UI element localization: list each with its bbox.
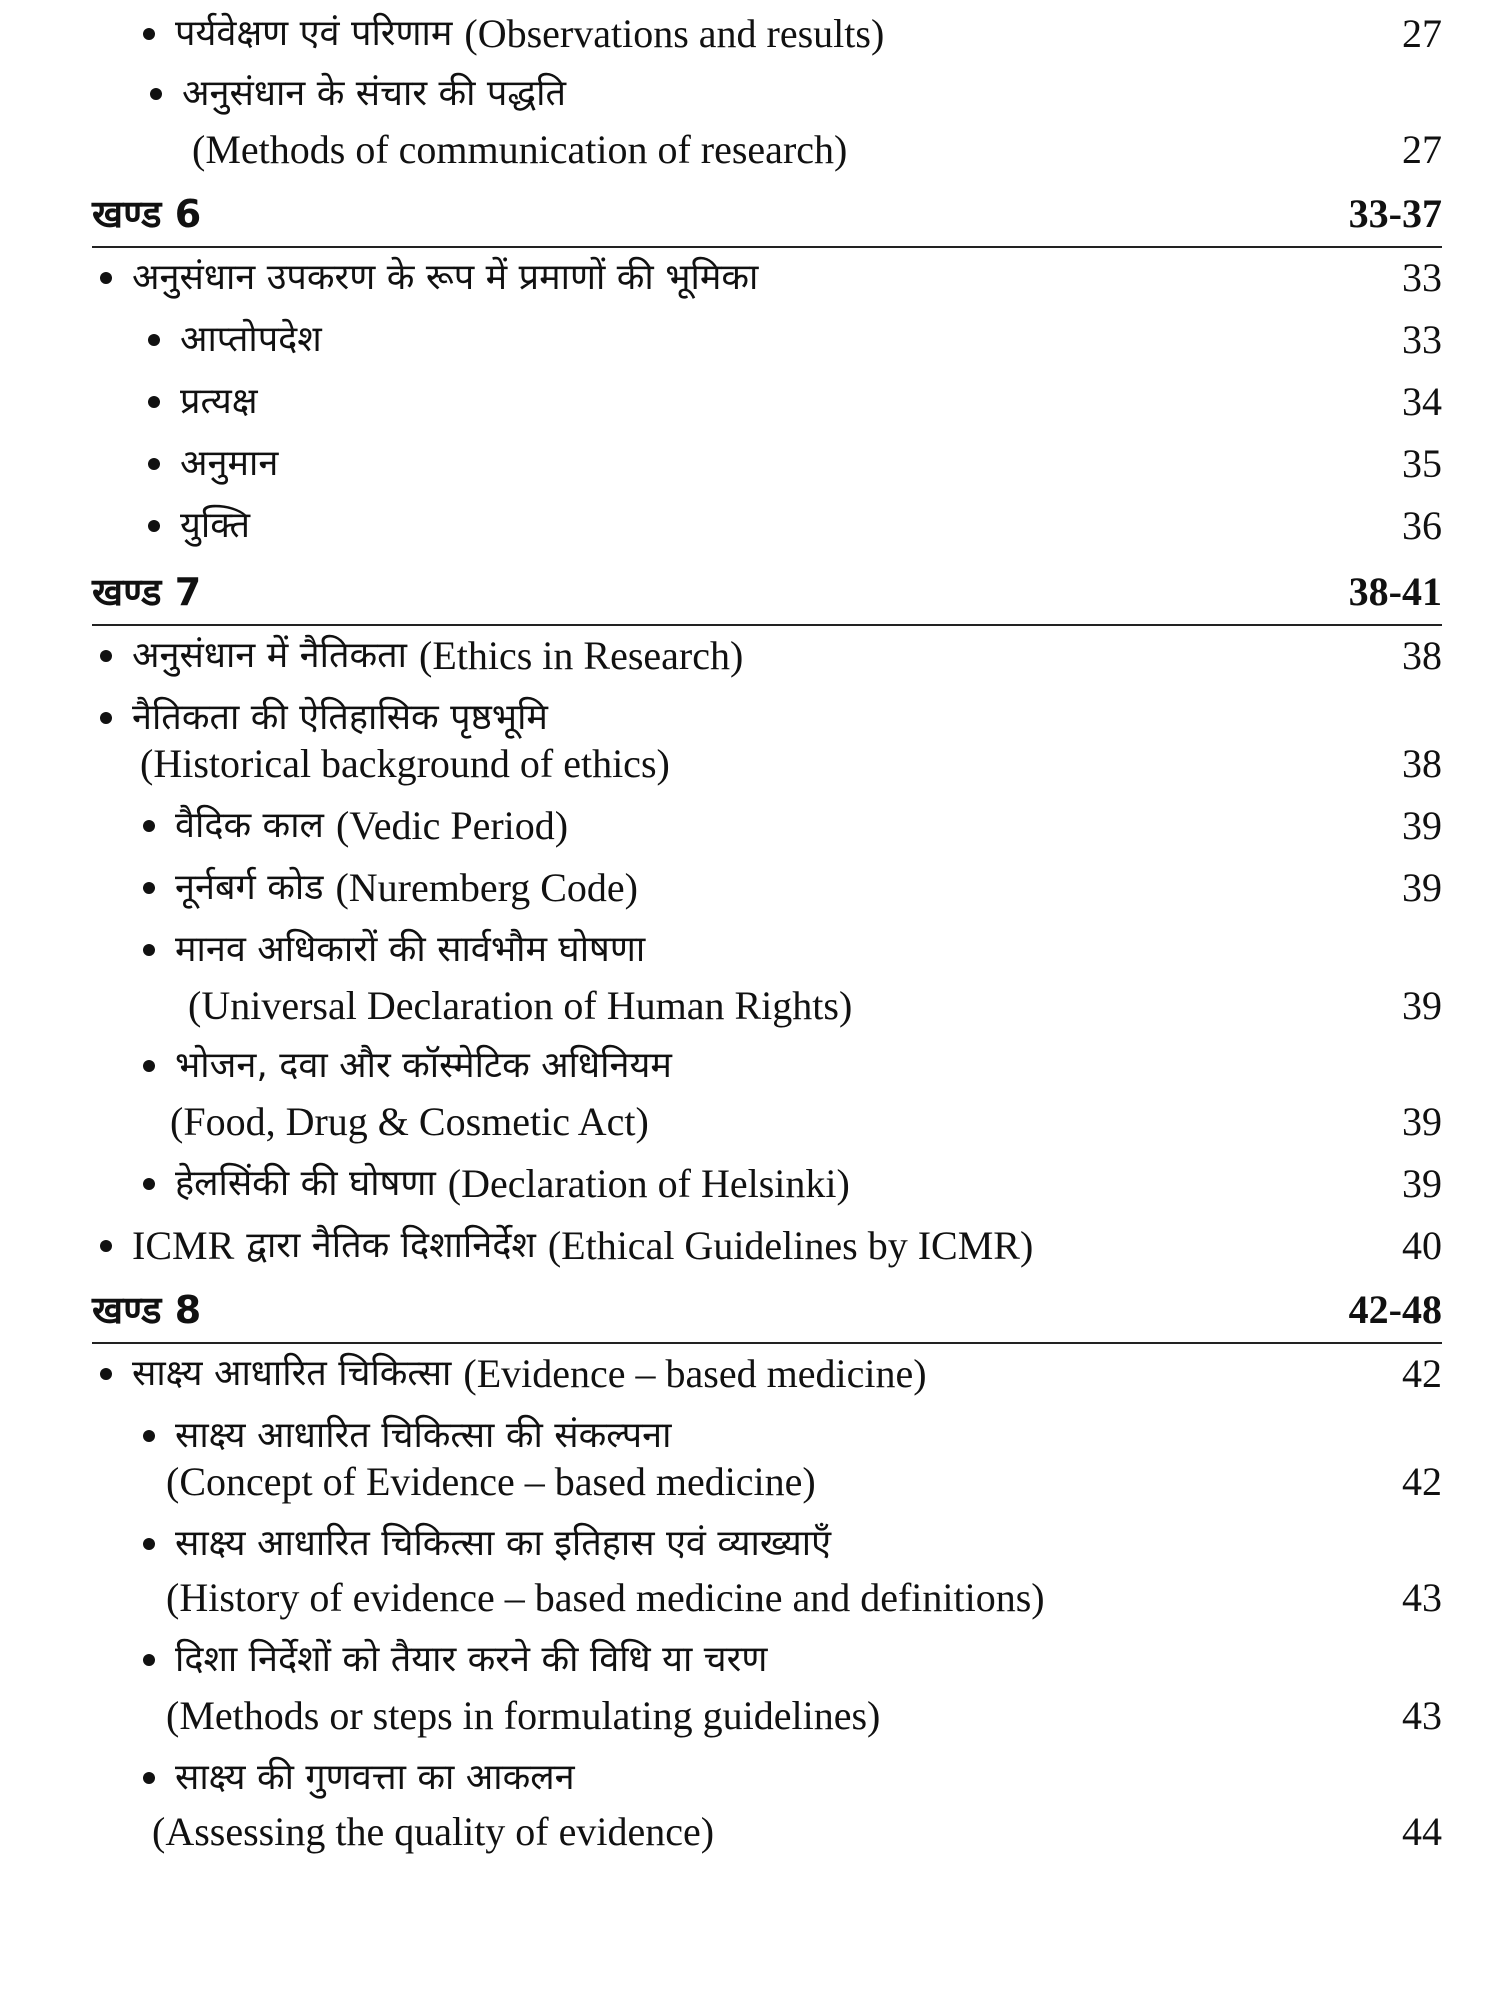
toc-subitem[interactable] (143, 1630, 767, 1690)
bullet-icon (100, 650, 112, 662)
toc-item-english: (Nuremberg Code) (335, 865, 638, 910)
toc-page-number: 43 (1402, 1575, 1442, 1620)
toc-item-hindi: नैतिकता की ऐतिहासिक पृष्ठभूमि (132, 697, 548, 738)
toc-page-number: 44 (1402, 1809, 1442, 1854)
bullet-icon (150, 88, 162, 100)
toc-item-english: (Observations and results) (464, 11, 885, 56)
toc-item-lead: ICMR (132, 1223, 235, 1268)
toc-item-english-line (140, 734, 670, 794)
toc-page-number: 39 (1402, 1161, 1442, 1206)
section-title[interactable]: खण्ड 6 (92, 192, 202, 236)
toc-subitem[interactable] (143, 858, 638, 918)
section-page-range: 42-48 (1348, 1287, 1442, 1332)
bullet-icon (143, 1772, 155, 1784)
bullet-icon (143, 1178, 155, 1190)
bullet-icon (143, 28, 155, 40)
toc-item-english: (Food, Drug & Cosmetic Act) (170, 1099, 649, 1144)
toc-item-english-line (192, 120, 847, 180)
toc-item[interactable] (100, 248, 758, 308)
toc-page-number: 39 (1402, 803, 1442, 848)
toc-page-number: 33 (1402, 317, 1442, 362)
bullet-icon (100, 1368, 112, 1380)
toc-item-hindi: साक्ष्य आधारित चिकित्सा (132, 1353, 452, 1394)
toc-page-number: 27 (1402, 11, 1442, 56)
toc-page-number: 38 (1402, 633, 1442, 678)
toc-item-hindi: मानव अधिकारों की सार्वभौम घोषणा (175, 929, 646, 970)
toc-item-english: (Declaration of Helsinki) (447, 1161, 850, 1206)
bullet-icon (143, 1654, 155, 1666)
toc-item-english: (Methods of communication of research) (192, 127, 848, 172)
toc-page-number: 27 (1402, 127, 1442, 172)
toc-subitem[interactable] (143, 920, 645, 980)
section-page-range: 38-41 (1348, 569, 1442, 614)
toc-item-hindi: साक्ष्य आधारित चिकित्सा की संकल्पना (175, 1415, 672, 1456)
toc-page-number: 34 (1402, 379, 1442, 424)
toc-item-hindi: हेलसिंकी की घोषणा (175, 1163, 436, 1204)
toc-page-number: 40 (1402, 1223, 1442, 1268)
toc-page-number: 39 (1402, 865, 1442, 910)
toc-item-hindi: नूर्नबर्ग कोड (175, 867, 324, 908)
bullet-icon (143, 1538, 155, 1550)
toc-item-english: (Historical background of ethics) (140, 741, 670, 786)
toc-item-english: (Assessing the quality of evidence) (152, 1809, 715, 1854)
toc-item-hindi: युक्ति (180, 505, 251, 546)
toc-page-number: 39 (1402, 1099, 1442, 1144)
toc-item-english: (Universal Declaration of Human Rights) (188, 983, 853, 1028)
bullet-icon (100, 712, 112, 724)
bullet-icon (100, 272, 112, 284)
toc-item-hindi: साक्ष्य की गुणवत्ता का आकलन (175, 1757, 575, 1798)
toc-page-number: 35 (1402, 441, 1442, 486)
toc-item-hindi: अनुसंधान में नैतिकता (132, 635, 407, 676)
toc-item-english: (Evidence – based medicine) (463, 1351, 927, 1396)
toc-subitem[interactable] (143, 1036, 672, 1096)
toc-item-hindi: दिशा निर्देशों को तैयार करने की विधि या चरण (175, 1639, 768, 1680)
toc-page-number: 42 (1402, 1459, 1442, 1504)
toc-item-english-line (170, 1092, 649, 1152)
bullet-icon (148, 396, 160, 408)
toc-item[interactable] (100, 626, 743, 686)
toc-page-number: 33 (1402, 255, 1442, 300)
toc-item-hindi: अनुसंधान के संचार की पद्धति (182, 73, 566, 114)
section-title[interactable]: खण्ड 8 (92, 1288, 202, 1332)
toc-item-english-line (166, 1686, 880, 1746)
toc-item-hindi: अनुमान (180, 443, 279, 484)
toc-subitem[interactable] (148, 310, 322, 370)
toc-item-english: (Vedic Period) (335, 803, 569, 848)
bullet-icon (100, 1240, 112, 1252)
toc-subitem[interactable] (148, 434, 278, 494)
toc-item[interactable] (143, 4, 884, 64)
toc-item[interactable] (100, 1216, 1033, 1276)
toc-page-number: 38 (1402, 741, 1442, 786)
bullet-icon (143, 882, 155, 894)
toc-item-english: (Ethics in Research) (419, 633, 744, 678)
toc-item-hindi: आप्तोपदेश (180, 319, 322, 360)
toc-page-number: 36 (1402, 503, 1442, 548)
bullet-icon (148, 458, 160, 470)
toc-item-english-line (166, 1452, 816, 1512)
toc-item-hindi: द्वारा नैतिक दिशानिर्देश (246, 1225, 536, 1266)
toc-item-english-line (188, 976, 852, 1036)
section-title[interactable]: खण्ड 7 (92, 570, 202, 614)
toc-item-english-line (152, 1802, 714, 1862)
toc-subitem[interactable] (143, 1748, 575, 1808)
toc-item[interactable] (150, 64, 566, 124)
toc-item-hindi: प्रत्यक्ष (180, 381, 258, 422)
toc-item-english: (Ethical Guidelines by ICMR) (547, 1223, 1034, 1268)
toc-item[interactable] (100, 1344, 927, 1404)
toc-item-english-line (166, 1568, 1045, 1628)
toc-item-hindi: साक्ष्य आधारित चिकित्सा का इतिहास एवं व्याख्याएँ (175, 1523, 832, 1564)
toc-page-number: 43 (1402, 1693, 1442, 1738)
toc-item-hindi: भोजन, दवा और कॉस्मेटिक अधिनियम (175, 1045, 672, 1086)
toc-subitem[interactable] (148, 496, 250, 556)
bullet-icon (143, 944, 155, 956)
toc-item-hindi: वैदिक काल (175, 805, 324, 846)
toc-subitem[interactable] (143, 1154, 850, 1214)
toc-page-number: 39 (1402, 983, 1442, 1028)
toc-item-hindi: पर्यवेक्षण एवं परिणाम (175, 13, 453, 54)
bullet-icon (143, 1430, 155, 1442)
toc-subitem[interactable] (143, 1514, 831, 1574)
toc-item-english: (Concept of Evidence – based medicine) (166, 1459, 816, 1504)
toc-page-number: 42 (1402, 1351, 1442, 1396)
bullet-icon (143, 1060, 155, 1072)
bullet-icon (148, 334, 160, 346)
bullet-icon (143, 820, 155, 832)
toc-subitem[interactable] (148, 372, 258, 432)
section-page-range: 33-37 (1348, 191, 1442, 236)
bullet-icon (148, 520, 160, 532)
toc-subitem[interactable] (143, 796, 568, 856)
toc-item-hindi: अनुसंधान उपकरण के रूप में प्रमाणों की भूमिका (132, 257, 759, 298)
toc-item-english: (History of evidence – based medicine and definitions) (166, 1575, 1045, 1620)
toc-item-english: (Methods or steps in formulating guidelines) (166, 1693, 881, 1738)
